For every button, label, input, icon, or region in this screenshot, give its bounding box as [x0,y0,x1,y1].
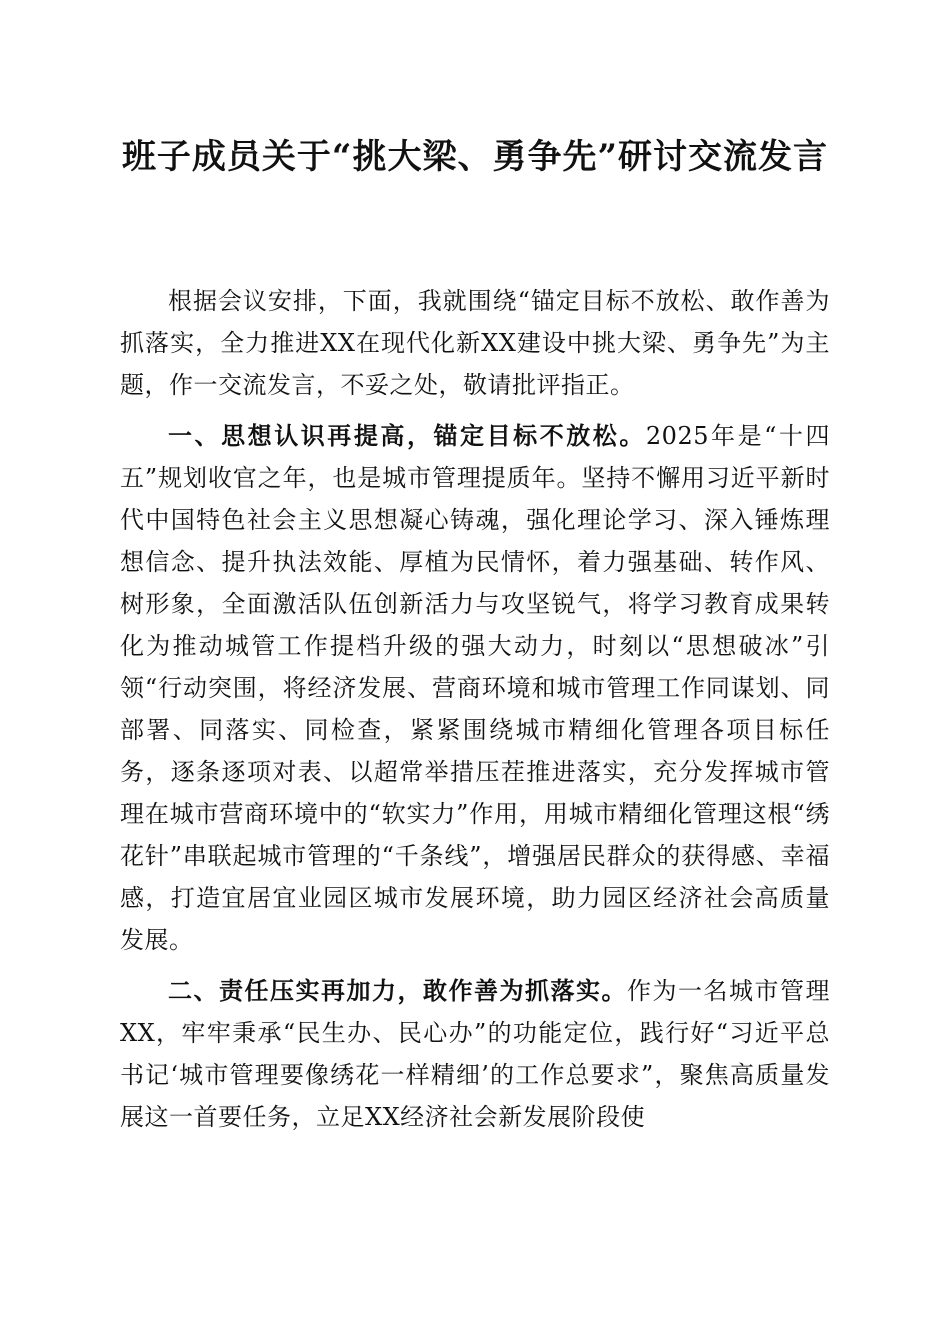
paragraph-section-two [120,970,830,1138]
section-heading: 二、责任压实再加力，敢作善为抓落实。 [168,977,627,1005]
paragraph-text: 根据会议安排，下面，我就围绕“锚定目标不放松、敢作善为抓落实，全力推进XX在现代化新XX建设中挑大梁、勇争先”为主题，作一交流发言，不妥之处，敬请批评指正。 [120,287,830,399]
paragraph-intro [120,280,830,406]
document-title: 班子成员关于“挑大梁、勇争先”研讨交流发言 [121,137,829,177]
section-heading: 一、思想认识再提高，锚定目标不放松。 [168,422,646,450]
paragraph-text: 作为一名城市管理XX，牢牢秉承“民生办、民心办”的功能定位，践行好“习近平总书记‘城市管理要像绣花一样精细’的工作总要求”，聚焦高质量发展这一首要任务，立足XX经济社会新发展阶段使 [120,977,830,1131]
paragraph-text: 2025年是“十四五”规划收官之年，也是城市管理提质年。坚持不懈用习近平新时代中国特色社会主义思想凝心铸魂，强化理论学习、深入锤炼理想信念、提升执法效能、厚植为民情怀，着力强基础、转作风、树形象，全面激活队伍创新活力与攻坚锐气，将学习教育成果转化为推动城管工作提档升级的强大动力，时刻以“思想破冰”引领“行动突围，将经济发展、营商环境和城市管理工作同谋划、同部署、同落实、同检查，紧紧围绕城市精细化管理各项目标任务，逐条逐项对表、以超常举措压茬推进落实，充分发挥城市管理在城市营商环境中的“软实力”作用，用城市精细化管理这根“绣花针”串联起城市管理的“千条线”，增强居民群众的获得感、幸福感，打造宜居宜业园区城市发展环境，助力园区经济社会高质量发展。 [120,422,831,954]
paragraph-section-one [120,415,830,961]
document-body [120,280,830,1147]
